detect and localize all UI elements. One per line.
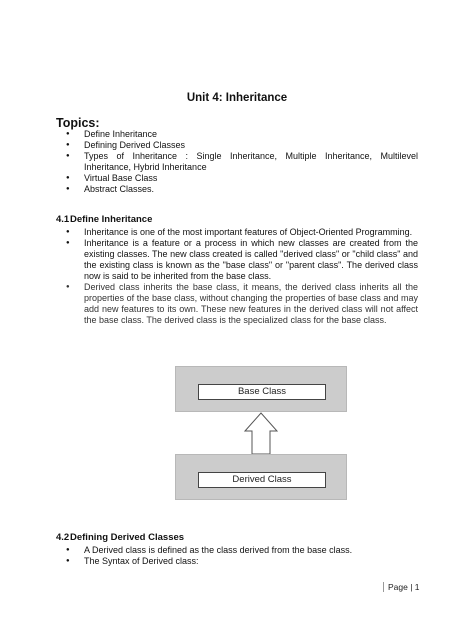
- list-item: ● Inheritance is one of the most important features of Object-Oriented Programming.: [66, 227, 418, 238]
- section-number: 4.1: [56, 214, 70, 225]
- topics-list: [66, 129, 418, 195]
- section-title: Define Inheritance: [70, 214, 153, 225]
- section-heading-defining-derived-classes: [56, 532, 184, 543]
- page-title: Unit 4: Inheritance: [186, 92, 288, 104]
- derived-class-panel: [175, 454, 347, 500]
- topic-item: ● Types of Inheritance : Single Inheritance, Multiple Inheritance, Multilevel Inheritance, Hybrid Inheritance: [66, 151, 418, 173]
- list-item: ● Derived class inherits the base class, it means, the derived class inherits all the properties of the base class, without changing the properties of base class and may add new features to its own. These new features in the derived class will not affect the base class. The derived class is the specialized class for the base class.: [66, 282, 418, 326]
- page-number: Page | 1: [383, 582, 420, 592]
- topics-heading: Topics:: [56, 116, 100, 130]
- defining-derived-classes-list: [66, 545, 418, 567]
- section-heading-define-inheritance: [56, 214, 152, 225]
- derived-class-box: Derived Class: [198, 472, 326, 488]
- inheritance-diagram: [175, 366, 347, 500]
- topic-item: ● Define Inheritance: [66, 129, 418, 140]
- list-item: ● Inheritance is a feature or a process in which new classes are created from the existing classes. The new class created is called "derived class" or "child class" and the existing class is known as the "base class" or "parent class". The derived class now is said to be inherited from the base class.: [66, 238, 418, 282]
- list-item: ● A Derived class is defined as the class derived from the base class.: [66, 545, 418, 556]
- list-item: ● The Syntax of Derived class:: [66, 556, 418, 567]
- topic-item: ● Defining Derived Classes: [66, 140, 418, 151]
- base-class-box: Base Class: [198, 384, 326, 400]
- topic-item: ● Abstract Classes.: [66, 184, 418, 195]
- define-inheritance-list: [66, 227, 418, 326]
- section-number: 4.2: [56, 532, 70, 543]
- inheritance-arrow-icon: [245, 413, 277, 454]
- topic-item: ● Virtual Base Class: [66, 173, 418, 184]
- section-title: Defining Derived Classes: [70, 532, 185, 543]
